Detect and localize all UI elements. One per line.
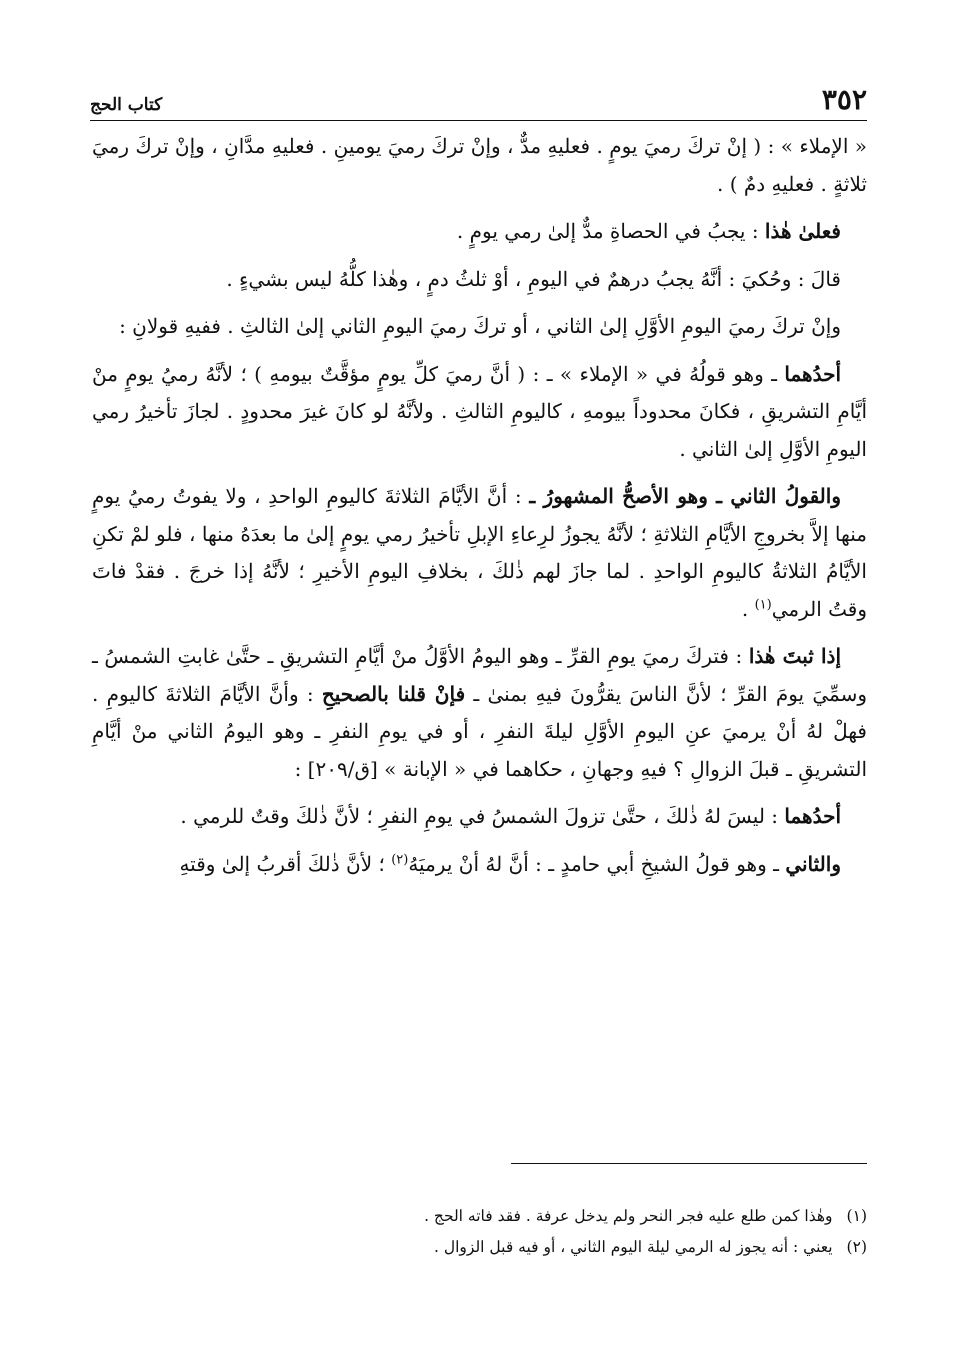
footnote (92, 1201, 867, 1232)
footnote-text: يعني : أنه يجوز له الرمي ليلة اليوم الثاني ، أو فيه قبل الزوال . (433, 1238, 833, 1256)
bold-lead-text: أحدُهما (784, 361, 841, 386)
bold-lead-text: فإنْ قلنا بالصحيحِ (321, 681, 466, 706)
main-text (92, 128, 867, 893)
paragraph-text: : فتركَ رميَ يومِ القرِّ ـ وهو اليومُ الأوَّلُ منْ أيَّامِ التشريقِ ـ حتَّىٰ غابتِ الشمسُ ـ وسمِّيَ يومَ القرِّ ؛ لأنَّ الناسَ يقرُّونَ فيهِ بمنىٰ ـ (92, 644, 868, 706)
paragraph-text: : أنَّ الأيَّامَ الثلاثةَ كاليومِ الواحدِ ، ولا يفوتُ رميُ يومٍ منها إلاَّ بخروجِ الأيَّامِ الثلاثةِ ؛ لأنَّهُ يجوزُ لرِعاءِ الإبلِ تأخيرُ رمي يومٍ إلىٰ ما بعدَهُ منها ، فلو لمْ تكنِ الأيَّامُ الثلاثةُ كاليومِ الواحدِ . لما جازَ لهم ذٰلكَ ، بخلافِ اليومِ الأخيرِ ؛ لأنَّهُ إذا خرجَ . فقدْ فاتَ وقتُ الرمي (92, 484, 867, 621)
paragraph (92, 638, 867, 788)
paragraph-text: : وأنَّ الأيَّامَ الثلاثةَ كاليومِ . فهلْ لهُ أنْ يرميَ عنِ اليومِ الأوَّلِ ليلةَ النفرِ ، أو في يومِ النفرِ ـ وهو اليومُ الثاني منْ أيَّامِ التشريقِ ـ قبلَ الزوالِ ؟ فيهِ وجهانِ ، حكاهما في « الإبانة » [ق/٢٠٩] : (92, 681, 867, 781)
paragraph-text: وإنْ تركَ رميَ اليومِ الأوَّلِ إلىٰ الثاني ، أو تركَ رميَ اليومِ الثاني إلىٰ الثالثِ . ففيهِ قولانِ : (119, 314, 841, 338)
footnote-text: وهٰذا كمن طلع عليه فجر النحر ولم يدخل عرفة . فقد فاته الحج . (424, 1207, 833, 1225)
paragraph-text: « الإملاء » : ( إنْ تركَ رميَ يومٍ . فعليهِ مدٌّ ، وإنْ تركَ رميَ يومينِ . فعليهِ مدَّانِ ، وإنْ تركَ رميَ ثلاثةٍ . فعليهِ دمٌ ) . (92, 134, 868, 196)
header-divider (90, 120, 867, 121)
paragraph-text: : ليسَ لهُ ذٰلكَ ، حتَّىٰ تزولَ الشمسُ في يومِ النفرِ ؛ لأنَّ ذٰلكَ وقتٌ للرمي . (180, 804, 785, 828)
footnotes (92, 1201, 867, 1263)
paragraph (92, 128, 867, 203)
paragraph (92, 261, 867, 299)
running-title: كتاب الحج (90, 95, 163, 115)
paragraph-text: قالَ : وحُكيَ : أنَّهُ يجبُ درهمٌ في اليومِ ، أوْ ثلثُ دمٍ ، وهٰذا كلُّهُ ليس بشيءٍ . (226, 266, 841, 291)
footnote-marker: (١) (754, 596, 772, 612)
paragraph-text: : يجبُ في الحصاةِ مدٌّ إلىٰ رمي يومٍ . (456, 219, 765, 243)
footnote-number: (١) (846, 1207, 867, 1225)
bold-lead-text: والقولُ الثاني ـ وهو الأصحُّ المشهورُ ـ (529, 484, 841, 508)
bold-lead-text: إذا ثبتَ هٰذا (748, 644, 841, 668)
page-header (90, 78, 867, 114)
paragraph-text: ـ وهو قولُ الشيخِ أبي حامدٍ ـ : أنَّ لهُ أنْ يرميَهُ (408, 851, 786, 876)
footnote-number: (٢) (846, 1238, 867, 1256)
paragraph (92, 308, 867, 346)
paragraph (92, 213, 867, 251)
footnote-marker: (٢) (391, 851, 409, 867)
paragraph-text: ؛ لأنَّ ذٰلكَ أقربُ إلىٰ وقتهِ (179, 851, 392, 876)
bold-lead-text: والثاني (785, 851, 841, 876)
paragraph (92, 798, 867, 836)
bold-lead-text: فعلىٰ هٰذا (764, 219, 841, 243)
footnote-divider (511, 1163, 867, 1164)
bold-lead-text: أحدُهما (784, 804, 841, 828)
paragraph (92, 356, 867, 469)
footnote (92, 1232, 867, 1263)
paragraph-text: . (741, 596, 755, 621)
paragraph (92, 846, 867, 884)
page-number: ٣٥٢ (821, 83, 867, 116)
paragraph-text: ـ وهو قولُهُ في « الإملاء » ـ : ( أنَّ رميَ كلِّ يومٍ مؤقَّتٌ بيومهِ ) ؛ لأنَّهُ رميُ يومٍ منْ أيَّامِ التشريقِ ، فكانَ محدوداً بيومهِ ، كاليومِ الثالثِ . ولأنَّهُ لو كانَ غيرَ محدودٍ . لجازَ تأخيرُ رمي اليومِ الأوَّلِ إلىٰ الثاني . (92, 361, 867, 461)
paragraph (92, 478, 867, 628)
